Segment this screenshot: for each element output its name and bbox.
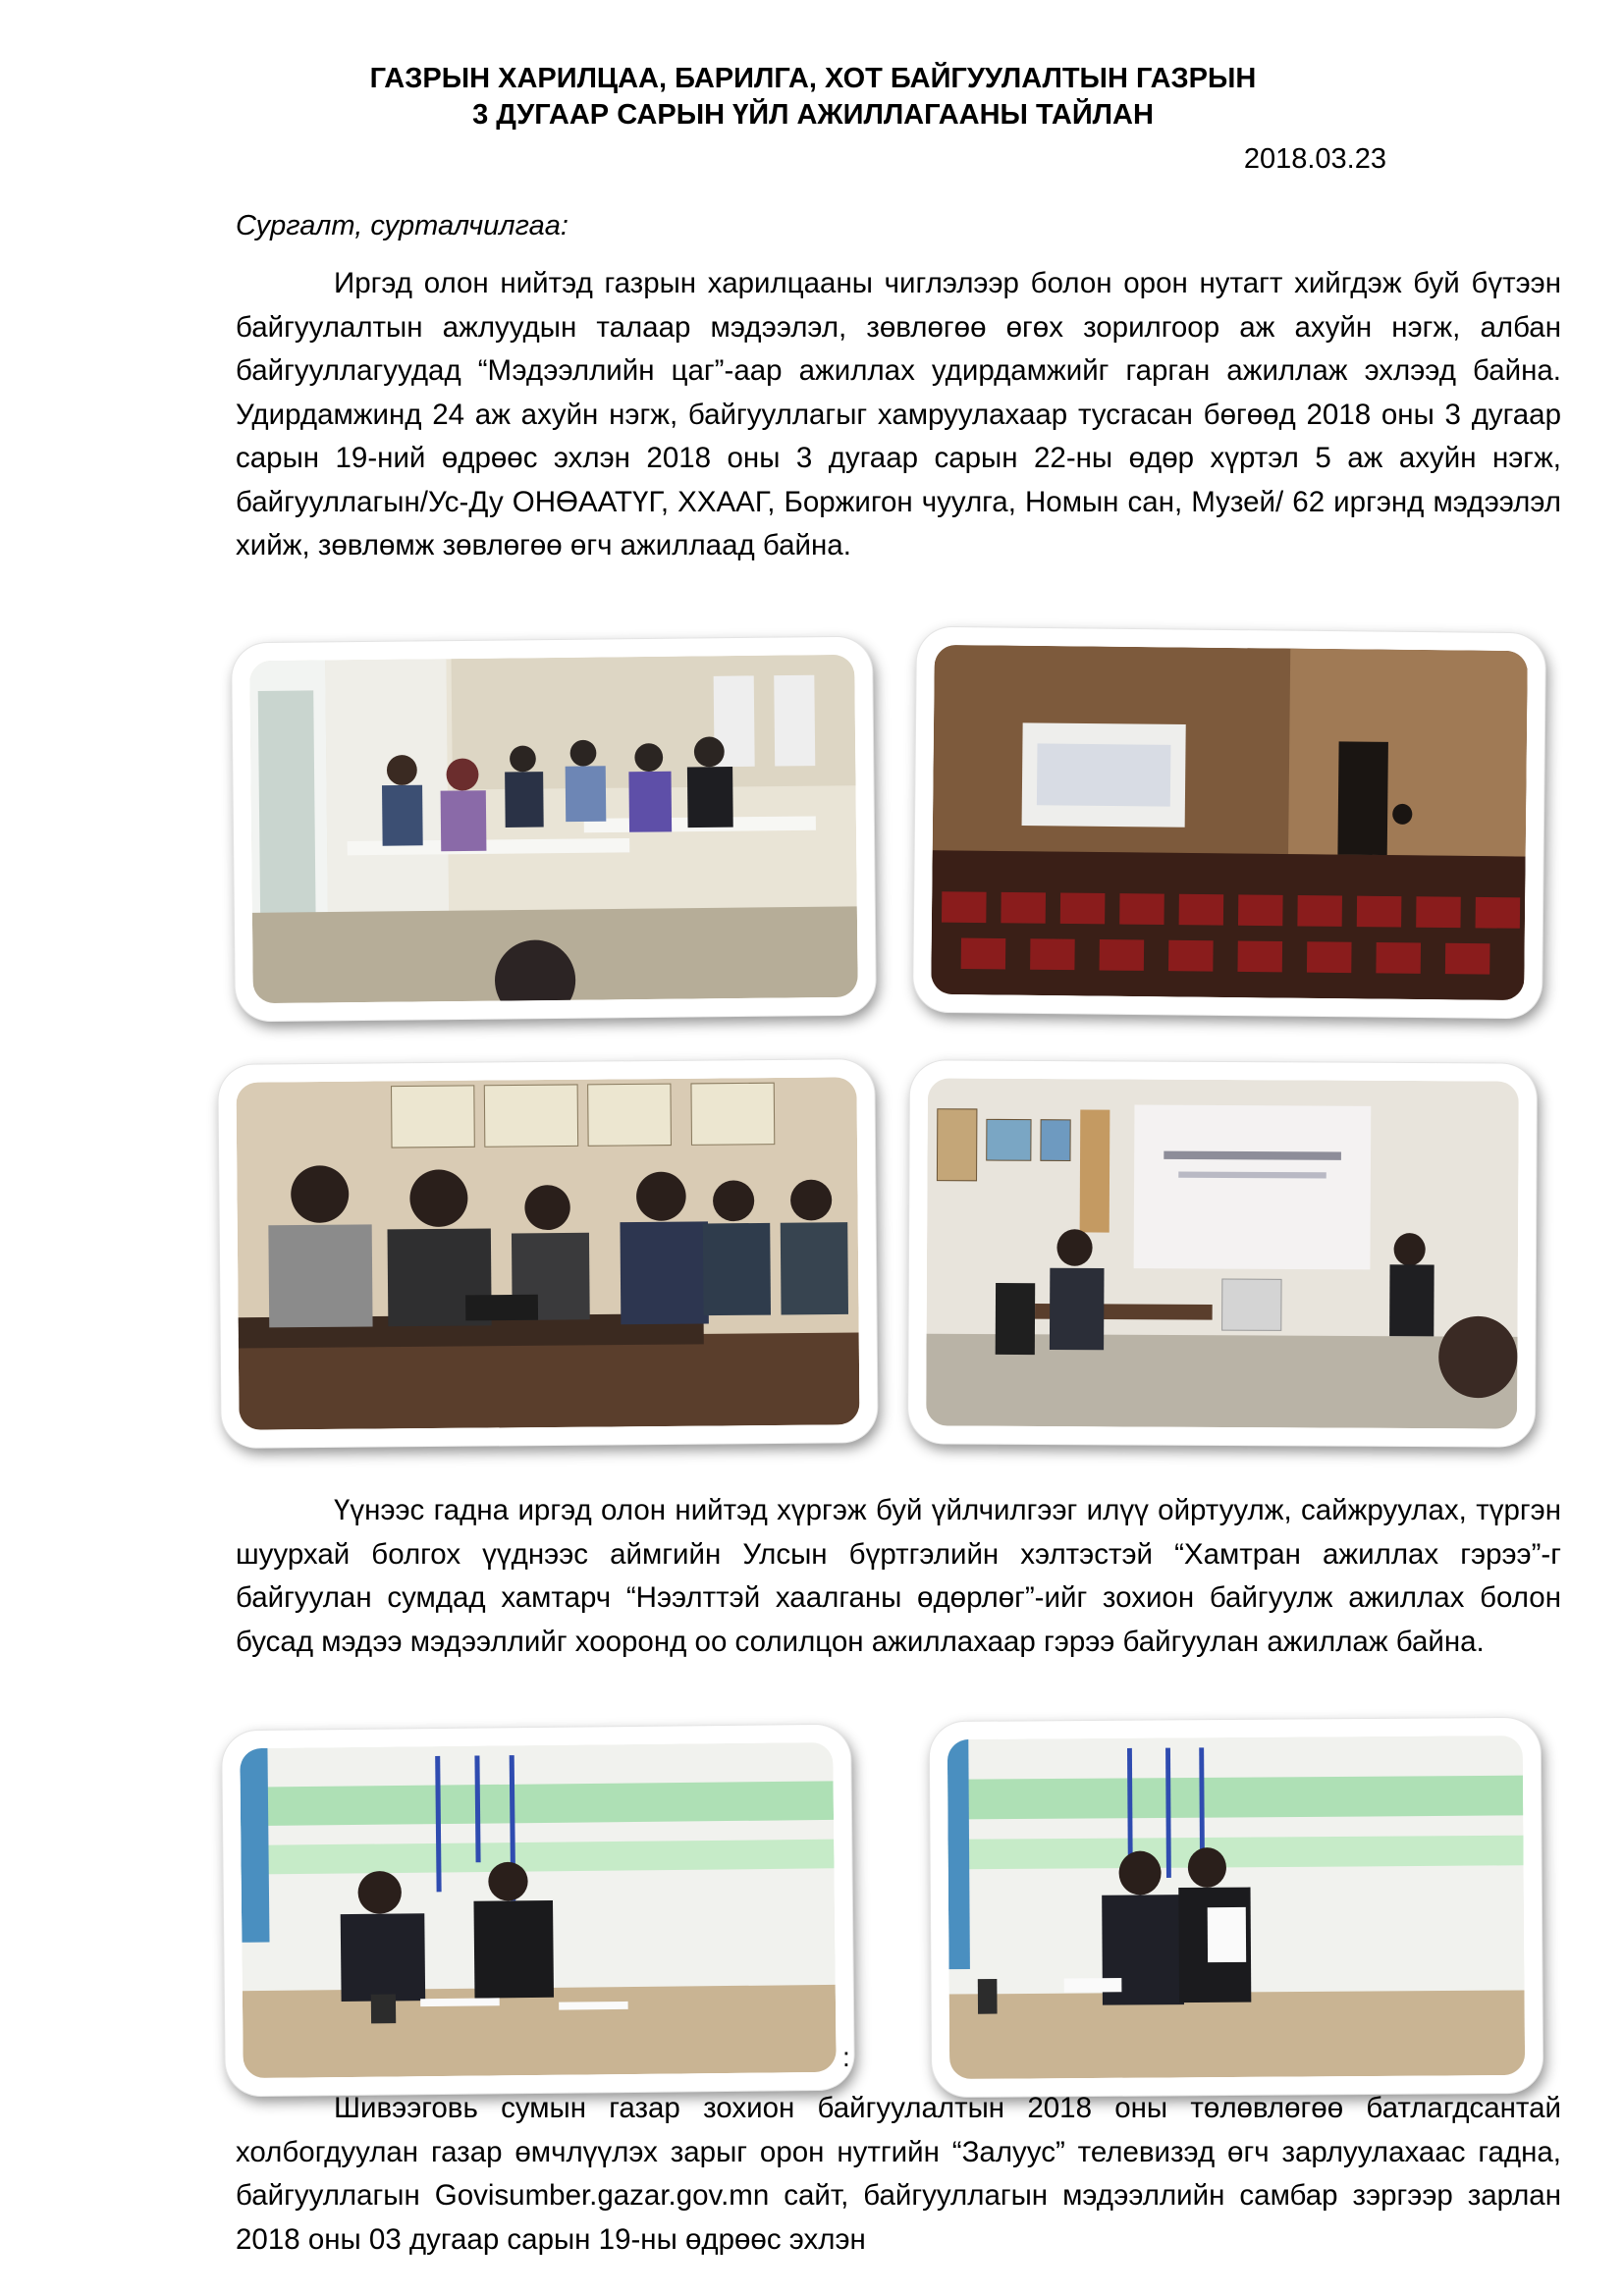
- photo-handshake: [930, 1718, 1543, 2097]
- stray-colon: :: [842, 2042, 850, 2072]
- photo-presentation-screen: [908, 1060, 1537, 1446]
- report-title-line-1: ГАЗРЫН ХАРИЛЦАА, БАРИЛГА, ХОТ БАЙГУУЛАЛТЫН ГАЗРЫН: [369, 63, 1257, 94]
- photo-auditorium-presentation: [913, 627, 1545, 1019]
- photo-lecture-attendees: [218, 1059, 877, 1448]
- report-title: [196, 61, 1430, 133]
- paragraph-agreement: Үүнээс гадна иргэд олон нийтэд хүргэж буй үйлчилгээг илүү ойртуулж, сайжруулах, түргэн шуурхай болгох үүднээс аймгийн Улсын бүртгэлийн хэлтэстэй “Хамтран ажиллах гэрээ”-г байгуулан сумдад хамтарч “Нээлттэй хаалганы өдөрлөг”-ийг зохион байгуулж ажиллах болон бусад мэдээ мэдээллийг хооронд оо солилцон ажиллахаар гэрээ байгуулан ажиллаж байна.: [236, 1494, 1561, 1658]
- report-date: 2018.03.23: [1243, 143, 1386, 175]
- photo-agreement-signing: [222, 1725, 854, 2097]
- report-title-line-2: 3 ДУГААР САРЫН ҮЙЛ АЖИЛЛАГААНЫ ТАЙЛАН: [472, 99, 1154, 131]
- photo-classroom-meeting: [232, 637, 876, 1022]
- section-heading: Сургалт, сурталчилгаа:: [236, 210, 568, 241]
- paragraph-land-announcement: Шивээговь сумын газар зохион байгуулалтын 2018 оны төлөвлөгөө батлагдсантай холбогдуулан газар өмчлүүлэх зарыг орон нутгийн “Залуус” телевизэд өгч зарлуулахаас гадна, байгууллагын Govisumber.gazar.gov.mn сайт, байгууллагын мэдээллийн самбар зэргээр зарлан 2018 оны 03 дугаар сарын 19-ны өдрөөс эхлэн: [236, 2092, 1561, 2256]
- paragraph-training: Иргэд олон нийтэд газрын харилцааны чиглэлээр болон орон нутагт хийгдэж буй бүтээн байгуулалтын ажлуудын талаар мэдээлэл, зөвлөгөө өгөх зорилгоор аж ахуйн нэгж, албан байгууллагуудад “Мэдээллийн цаг”-аар ажиллах удирдамжийг гарган ажиллаж эхлээд байна. Удирдамжинд 24 аж ахуйн нэгж, байгууллагыг хамруулахаар тусгасан бөгөөд 2018 оны 3 дугаар сарын 19-ний өдрөөс эхлэн 2018 оны 3 дугаар сарын 22-ны өдөр хүртэл 5 аж ахуйн нэгж, байгууллагын/Ус-Ду ОНӨААТҮГ, ХХААГ, Боржигон чуулга, Номын сан, Музей/ 62 иргэнд мэдээлэл хийж, зөвлөмж зөвлөгөө өгч ажиллаад байна.: [236, 267, 1561, 561]
